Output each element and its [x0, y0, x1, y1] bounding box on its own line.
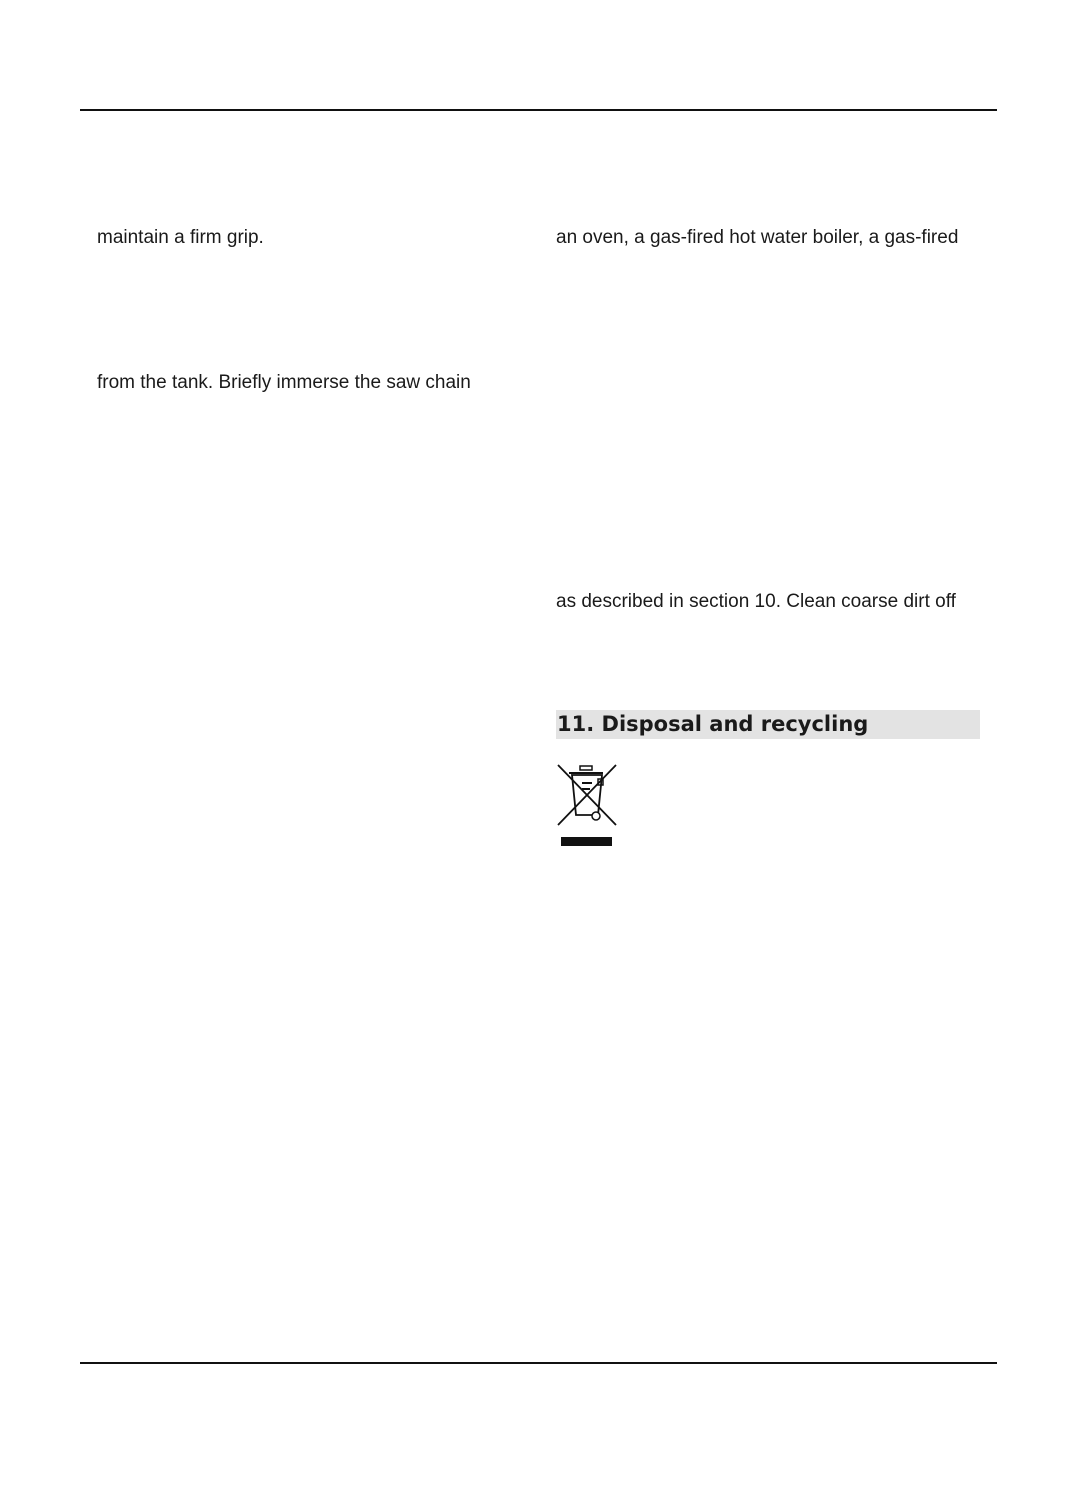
- right-text-line-1: an oven, a gas-fired hot water boiler, a gas-fired: [556, 227, 959, 248]
- header-rule: [80, 109, 997, 111]
- section-heading-disposal: 11. Disposal and recycling: [556, 710, 980, 739]
- left-text-line-1: maintain a firm grip.: [97, 227, 264, 248]
- left-text-line-2: from the tank. Briefly immerse the saw chain: [97, 372, 471, 393]
- crossed-out-wheelie-bin-icon: [556, 763, 618, 849]
- right-text-line-2: as described in section 10. Clean coarse dirt off: [556, 591, 956, 612]
- footer-rule: [80, 1362, 997, 1364]
